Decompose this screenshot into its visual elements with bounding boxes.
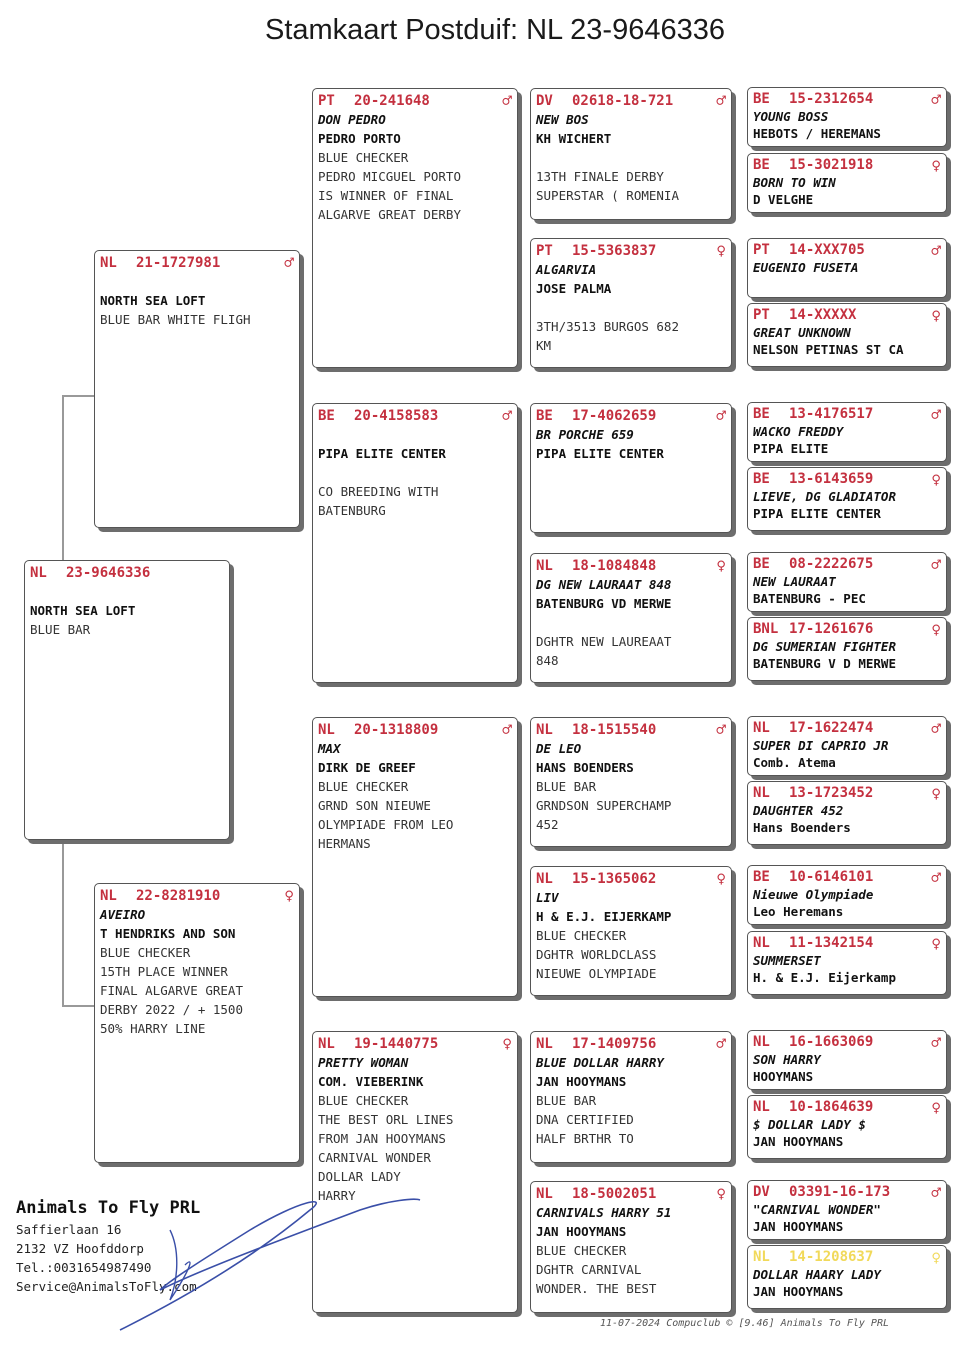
male-icon: ♂: [931, 719, 941, 738]
country-code: PT: [536, 243, 553, 259]
info-line: BLUE CHECKER: [318, 150, 409, 165]
pigeon-name: DAUGHTER 452: [753, 803, 844, 818]
male-icon: ♂: [502, 406, 512, 425]
info-line: HARRY: [318, 1188, 356, 1203]
male-icon: ♂: [716, 1034, 726, 1053]
info-line: DGHTR NEW LAUREAAT: [536, 634, 672, 649]
pigeon-name: BR PORCHE 659: [536, 427, 634, 442]
pigeon-name: "CARNIVAL WONDER": [753, 1202, 881, 1217]
breeder-line: BATENBURG V D MERWE: [753, 656, 896, 671]
info-line: FINAL ALGARVE GREAT: [100, 983, 243, 998]
pigeon-card-gggp-9: [747, 716, 947, 776]
country-code: NL: [536, 1036, 553, 1052]
breeder-line: HANS BOENDERS: [536, 760, 634, 775]
country-code: NL: [318, 1036, 335, 1052]
pigeon-card-dam: [94, 883, 300, 1163]
breeder-line: COM. VIEBERINK: [318, 1074, 424, 1089]
female-icon: ♀: [716, 556, 726, 575]
ring-id: 18-5002051: [572, 1186, 657, 1202]
ring-id: 17-1261676: [789, 621, 874, 637]
ring-id: 19-1440775: [354, 1036, 439, 1052]
country-code: NL: [536, 558, 553, 574]
pigeon-card-gggp-11: [747, 865, 947, 925]
ring-number: [536, 1185, 726, 1203]
male-icon: ♂: [502, 720, 512, 739]
male-icon: ♂: [931, 90, 941, 109]
pigeon-card-gggp-12: [747, 931, 947, 995]
ring-id: 10-1864639: [789, 1099, 874, 1115]
female-icon: ♀: [931, 306, 941, 325]
female-icon: ♀: [716, 869, 726, 888]
breeder-line: T HENDRIKS AND SON: [100, 926, 236, 941]
ring-number: [318, 1035, 512, 1053]
ring-number: [536, 557, 726, 575]
ring-id: 11-1342154: [789, 935, 874, 951]
pigeon-card-sire: [94, 250, 300, 528]
signature-scribble: [100, 1170, 430, 1340]
ring-number: [753, 935, 941, 952]
country-code: BE: [753, 869, 770, 885]
pigeon-card-gggp-5: [747, 402, 947, 462]
ring-number: [536, 242, 726, 260]
pigeon-name: WACKO FREDDY: [753, 424, 844, 439]
pigeon-card-gggp-10: [747, 781, 947, 845]
country-code: BE: [753, 556, 770, 572]
breeder-line: NELSON PETINAS ST CA: [753, 342, 904, 357]
ring-number: [753, 1099, 941, 1116]
info-line: GRNDSON SUPERCHAMP: [536, 798, 672, 813]
male-icon: ♂: [716, 406, 726, 425]
female-icon: ♀: [716, 1184, 726, 1203]
ring-id: 13-6143659: [789, 471, 874, 487]
pigeon-card-gggp-7: [747, 552, 947, 612]
info-line: BLUE BAR: [30, 622, 91, 637]
pigeon-name: PRETTY WOMAN: [318, 1055, 409, 1070]
ring-id: 23-9646336: [66, 565, 151, 581]
ring-number: [753, 556, 941, 573]
pigeon-name: LIV: [536, 890, 559, 905]
info-line: DERBY 2022 / + 1500: [100, 1002, 243, 1017]
country-code: NL: [100, 888, 117, 904]
male-icon: ♂: [931, 1183, 941, 1202]
ring-number: [753, 307, 941, 324]
breeder-street: Saffierlaan 16: [16, 1222, 122, 1237]
info-line: BATENBURG: [318, 503, 386, 518]
male-icon: ♂: [716, 720, 726, 739]
pigeon-name: Nieuwe Olympiade: [753, 887, 874, 902]
spacer: [536, 613, 726, 632]
footer-credit: 11-07-2024 Compuclub © [9.46] Animals To Fly PRL: [600, 1318, 889, 1329]
female-icon: ♀: [931, 620, 941, 639]
info-line: DGHTR WORLDCLASS: [536, 947, 657, 962]
breeder-line: Comb. Atema: [753, 755, 836, 770]
pigeon-name: DOLLAR HAARY LADY: [753, 1267, 881, 1282]
ring-id: 21-1727981: [136, 255, 221, 271]
breeder-name: Animals To Fly PRL: [16, 1198, 201, 1218]
pigeon-card-granddam-paternal: [312, 403, 518, 683]
ring-number: [753, 157, 941, 174]
country-code: BE: [536, 408, 553, 424]
country-code: NL: [753, 1249, 770, 1265]
info-line: CARNIVAL WONDER: [318, 1150, 431, 1165]
pigeon-card-gggp-14: [747, 1095, 947, 1159]
ring-number: [753, 91, 941, 108]
breeder-line: HOOYMANS: [753, 1069, 814, 1084]
spacer: [100, 272, 294, 291]
connector-line: [62, 1005, 94, 1007]
info-line: DOLLAR LADY: [318, 1169, 401, 1184]
info-line: THE BEST ORL LINES: [318, 1112, 454, 1127]
info-line: SUPERSTAR ( ROMENIA: [536, 188, 679, 203]
pigeon-name: ALGARVIA: [536, 262, 597, 277]
pigeon-name: SUPER DI CAPRIO JR: [753, 738, 889, 753]
male-icon: ♂: [931, 868, 941, 887]
pigeon-name: DG SUMERIAN FIGHTER: [753, 639, 896, 654]
ring-id: 17-1409756: [572, 1036, 657, 1052]
ring-number: [536, 721, 726, 739]
pigeon-name: SON HARRY: [753, 1052, 821, 1067]
female-icon: ♀: [931, 784, 941, 803]
breeder-line: BATENBURG VD MERWE: [536, 596, 672, 611]
ring-number: [753, 720, 941, 737]
breeder-line: NORTH SEA LOFT: [30, 603, 136, 618]
ring-id: 17-4062659: [572, 408, 657, 424]
ring-number: [536, 407, 726, 425]
country-code: NL: [318, 722, 335, 738]
pigeon-name: AVEIRO: [100, 907, 146, 922]
ring-number: [30, 564, 224, 582]
ring-number: [753, 785, 941, 802]
ring-number: [100, 254, 294, 272]
pigeon-card-gggp-15: [747, 1180, 947, 1240]
info-line: BLUE CHECKER: [318, 779, 409, 794]
page-title: Stamkaart Postduif: NL 23-9646336: [265, 14, 725, 46]
ring-number: [753, 1249, 941, 1266]
ring-number: [536, 92, 726, 110]
pigeon-name: LIEVE, DG GLADIATOR: [753, 489, 896, 504]
pigeon-card-grandsire-maternal: [312, 717, 518, 997]
pigeon-name: GREAT UNKNOWN: [753, 325, 851, 340]
ring-id: 15-3021918: [789, 157, 874, 173]
ring-id: 13-4176517: [789, 406, 874, 422]
ring-id: 15-1365062: [572, 871, 657, 887]
ring-id: 20-1318809: [354, 722, 439, 738]
ring-id: 16-1663069: [789, 1034, 874, 1050]
pigeon-name: NEW BOS: [536, 112, 589, 127]
pigeon-card-grandsire-paternal: [312, 88, 518, 368]
country-code: PT: [753, 242, 770, 258]
country-code: BE: [753, 406, 770, 422]
pigeon-card-gggp-6: [747, 467, 947, 531]
breeder-phone: Tel.:0031654987490: [16, 1260, 152, 1275]
ring-number: [753, 1034, 941, 1051]
info-line: PEDRO MICGUEL PORTO: [318, 169, 461, 184]
info-line: GRND SON NIEUWE: [318, 798, 431, 813]
pigeon-name: DON PEDRO: [318, 112, 386, 127]
pigeon-card-gggp-8: [747, 617, 947, 681]
breeder-line: JAN HOOYMANS: [753, 1134, 844, 1149]
ring-number: [753, 869, 941, 886]
info-line: BLUE CHECKER: [318, 1093, 409, 1108]
breeder-city: 2132 VZ Hoofddorp: [16, 1241, 144, 1256]
pigeon-card-gggp-4: [747, 303, 947, 367]
ring-id: 18-1084848: [572, 558, 657, 574]
info-line: NIEUWE OLYMPIADE: [536, 966, 657, 981]
info-line: WONDER. THE BEST: [536, 1281, 657, 1296]
male-icon: ♂: [284, 253, 294, 272]
pigeon-name: BLUE DOLLAR HARRY: [536, 1055, 664, 1070]
spacer: [318, 463, 512, 482]
breeder-line: Leo Heremans: [753, 904, 844, 919]
breeder-line: HEBOTS / HEREMANS: [753, 126, 881, 141]
pigeon-card-ggp-6: [530, 866, 732, 996]
country-code: BE: [318, 408, 335, 424]
pigeon-card-ggp-4: [530, 553, 732, 683]
country-code: NL: [30, 565, 47, 581]
ring-number: [753, 621, 941, 638]
info-line: 3TH/3513 BURGOS 682: [536, 319, 679, 334]
info-line: BLUE CHECKER: [100, 945, 191, 960]
info-line: KM: [536, 338, 552, 353]
ring-id: 14-XXXXX: [789, 307, 857, 323]
info-line: IS WINNER OF FINAL: [318, 188, 454, 203]
ring-id: 20-241648: [354, 93, 430, 109]
pigeon-name: SUMMERSET: [753, 953, 821, 968]
ring-id: 10-6146101: [789, 869, 874, 885]
pigeon-name: DE LEO: [536, 741, 582, 756]
country-code: DV: [753, 1184, 770, 1200]
spacer: [30, 582, 224, 601]
pigeon-name: EUGENIO FUSETA: [753, 260, 859, 275]
ring-id: 03391-16-173: [789, 1184, 891, 1200]
male-icon: ♂: [502, 91, 512, 110]
breeder-line: DIRK DE GREEF: [318, 760, 416, 775]
pigeon-card-gggp-13: [747, 1030, 947, 1090]
breeder-line: JAN HOOYMANS: [753, 1219, 844, 1234]
breeder-line: H. & E.J. Eijerkamp: [753, 970, 896, 985]
male-icon: ♂: [931, 555, 941, 574]
pigeon-card-gggp-16: [747, 1245, 947, 1309]
ring-id: 02618-18-721: [572, 93, 674, 109]
male-icon: ♂: [931, 405, 941, 424]
male-icon: ♂: [716, 91, 726, 110]
spacer: [536, 298, 726, 317]
pigeon-name: $ DOLLAR LADY $: [753, 1117, 866, 1132]
country-code: NL: [536, 1186, 553, 1202]
female-icon: ♀: [931, 1098, 941, 1117]
info-line: 50% HARRY LINE: [100, 1021, 206, 1036]
country-code: BE: [753, 157, 770, 173]
breeder-line: KH WICHERT: [536, 131, 612, 146]
female-icon: ♀: [931, 1248, 941, 1267]
pigeon-name: DG NEW LAURAAT 848: [536, 577, 672, 592]
country-code: BE: [753, 471, 770, 487]
info-line: 13TH FINALE DERBY: [536, 169, 664, 184]
info-line: HALF BRTHR TO: [536, 1131, 634, 1146]
pigeon-card-ggp-8: [530, 1181, 732, 1313]
country-code: PT: [753, 307, 770, 323]
breeder-line: NORTH SEA LOFT: [100, 293, 206, 308]
info-line: BLUE CHECKER: [536, 928, 627, 943]
breeder-line: PIPA ELITE CENTER: [318, 446, 446, 461]
ring-id: 15-5363837: [572, 243, 657, 259]
ring-id: 15-2312654: [789, 91, 874, 107]
ring-id: 18-1515540: [572, 722, 657, 738]
breeder-line: JAN HOOYMANS: [536, 1074, 627, 1089]
ring-number: [753, 471, 941, 488]
female-icon: ♀: [284, 886, 294, 905]
female-icon: ♀: [716, 241, 726, 260]
ring-id: 13-1723452: [789, 785, 874, 801]
breeder-line: PIPA ELITE: [753, 441, 829, 456]
ring-number: [318, 721, 512, 739]
breeder-line: BATENBURG - PEC: [753, 591, 866, 606]
country-code: NL: [100, 255, 117, 271]
breeder-email: Service@AnimalsToFly.com: [16, 1279, 197, 1294]
info-line: BLUE BAR WHITE FLIGH: [100, 312, 251, 327]
ring-number: [536, 870, 726, 888]
pigeon-card-subject: [24, 560, 230, 840]
ring-id: 14-1208637: [789, 1249, 874, 1265]
pigeon-name: MAX: [318, 741, 341, 756]
breeder-line: JAN HOOYMANS: [536, 1224, 627, 1239]
country-code: DV: [536, 93, 553, 109]
ring-number: [100, 887, 294, 905]
ring-number: [536, 1035, 726, 1053]
pigeon-card-gggp-3: [747, 238, 947, 298]
info-line: DNA CERTIFIED: [536, 1112, 634, 1127]
breeder-line: Hans Boenders: [753, 820, 851, 835]
pigeon-card-ggp-2: [530, 238, 732, 368]
ring-number: [318, 407, 512, 425]
pigeon-card-ggp-1: [530, 88, 732, 220]
pigeon-name: CARNIVALS HARRY 51: [536, 1205, 672, 1220]
country-code: BNL: [753, 621, 779, 637]
ring-id: 22-8281910: [136, 888, 221, 904]
ring-id: 20-4158583: [354, 408, 439, 424]
pigeon-card-gggp-2: [747, 153, 947, 213]
ring-id: 14-XXX705: [789, 242, 865, 258]
country-code: NL: [753, 935, 770, 951]
info-line: 848: [536, 653, 559, 668]
pigeon-card-gggp-1: [747, 87, 947, 147]
info-line: 452: [536, 817, 559, 832]
ring-number: [318, 92, 512, 110]
female-icon: ♀: [502, 1034, 512, 1053]
pigeon-name: BORN TO WIN: [753, 175, 836, 190]
ring-id: 17-1622474: [789, 720, 874, 736]
breeder-line: PIPA ELITE CENTER: [536, 446, 664, 461]
country-code: BE: [753, 91, 770, 107]
info-line: BLUE BAR: [536, 1093, 597, 1108]
connector-line: [62, 395, 94, 397]
breeder-line: JAN HOOYMANS: [753, 1284, 844, 1299]
ring-number: [753, 242, 941, 259]
pigeon-name: YOUNG BOSS: [753, 109, 829, 124]
info-line: HERMANS: [318, 836, 371, 851]
info-line: 15TH PLACE WINNER: [100, 964, 228, 979]
pigeon-card-ggp-3: [530, 403, 732, 533]
info-line: BLUE CHECKER: [536, 1243, 627, 1258]
breeder-line: PEDRO PORTO: [318, 131, 401, 146]
country-code: NL: [753, 1034, 770, 1050]
ring-number: [753, 406, 941, 423]
country-code: NL: [536, 722, 553, 738]
info-line: BLUE BAR: [536, 779, 597, 794]
breeder-line: PIPA ELITE CENTER: [753, 506, 881, 521]
country-code: NL: [536, 871, 553, 887]
spacer: [536, 148, 726, 167]
info-line: FROM JAN HOOYMANS: [318, 1131, 446, 1146]
country-code: NL: [753, 720, 770, 736]
breeder-line: H & E.J. EIJERKAMP: [536, 909, 672, 924]
country-code: NL: [753, 785, 770, 801]
breeder-line: D VELGHE: [753, 192, 814, 207]
male-icon: ♂: [931, 1033, 941, 1052]
info-line: DGHTR CARNIVAL: [536, 1262, 642, 1277]
breeder-line: JOSE PALMA: [536, 281, 612, 296]
ring-id: 08-2222675: [789, 556, 874, 572]
male-icon: ♂: [931, 241, 941, 260]
country-code: PT: [318, 93, 335, 109]
info-line: ALGARVE GREAT DERBY: [318, 207, 461, 222]
info-line: CO BREEDING WITH: [318, 484, 439, 499]
ring-number: [753, 1184, 941, 1201]
pigeon-card-ggp-5: [530, 717, 732, 847]
female-icon: ♀: [931, 156, 941, 175]
info-line: OLYMPIADE FROM LEO: [318, 817, 454, 832]
female-icon: ♀: [931, 934, 941, 953]
female-icon: ♀: [931, 470, 941, 489]
spacer: [318, 425, 512, 444]
pigeon-card-ggp-7: [530, 1031, 732, 1163]
pigeon-name: NEW LAURAAT: [753, 574, 836, 589]
country-code: NL: [753, 1099, 770, 1115]
